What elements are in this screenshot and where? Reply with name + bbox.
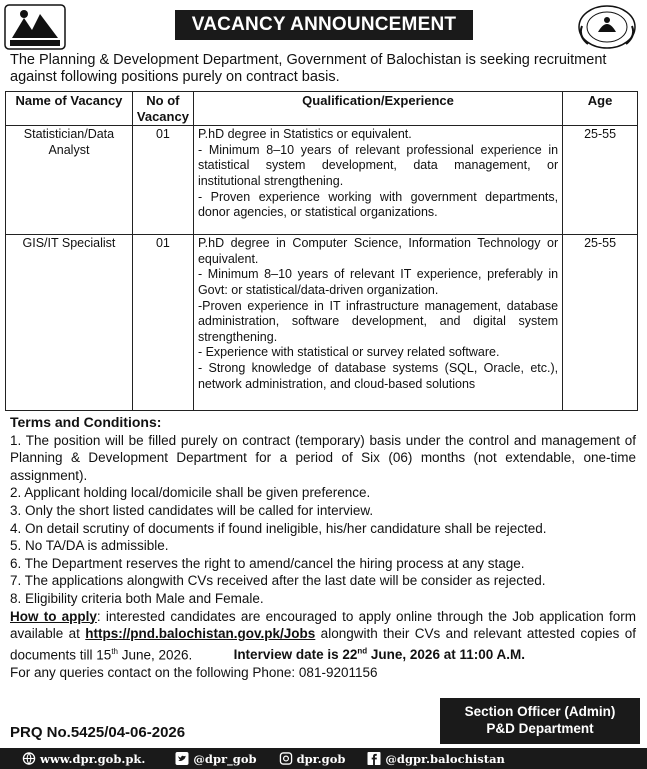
twitter-icon [175, 752, 189, 765]
instagram-icon [279, 752, 293, 765]
table-row [6, 235, 638, 411]
prq-number: PRQ No.5425/04-06-2026 [10, 724, 186, 741]
vacancy-name [6, 126, 133, 235]
qualification-line: - Strong knowledge of database systems (SQL, Oracle, etc.), network administration, and cloud-based solutions [197, 360, 559, 391]
vacancy-name-line1: GIS/IT Specialist [22, 236, 116, 251]
header-num-line2: Vacancy [136, 108, 189, 124]
term-item: 2. Applicant holding local/domicile shall be given preference. [10, 485, 371, 501]
header-num [132, 92, 193, 126]
footer-website[interactable] [22, 752, 145, 766]
interview-post: June, 2026 at 11:00 A.M. [367, 647, 525, 663]
term-item: 8. Eligibility criteria both Male and Female. [10, 590, 264, 606]
website-text: www.dpr.gob.pk. [40, 751, 146, 766]
department-seal-icon [576, 4, 638, 50]
table-row [6, 126, 638, 235]
interview-date [234, 647, 525, 662]
vacancy-name [6, 235, 133, 411]
vacancy-name-line2: Analyst [48, 142, 90, 157]
intro-text: The Planning & Development Department, Government of Balochistan is seeking recruitment against following positions purely on contract basis. [10, 52, 607, 85]
header-qual: Qualification/Experience [193, 92, 562, 126]
section-officer-box [440, 698, 640, 744]
deadline-sup: th [111, 646, 118, 656]
footer-bar [0, 748, 647, 769]
how-to-apply-label: How to apply [10, 608, 97, 624]
interview-sup: nd [357, 646, 368, 656]
footer-twitter[interactable] [175, 752, 256, 766]
vacancy-age: 25-55 [563, 235, 638, 411]
twitter-text: @dpr_gob [193, 751, 257, 766]
qualification-line: - Minimum 8–10 years of relevant IT experience, preferably in Govt: or statistical/data-driven organization. [197, 267, 559, 297]
term-item: 7. The applications alongwith CVs received after the last date will be consider as rejected. [10, 573, 546, 589]
vacancy-qualification [193, 126, 562, 235]
how-text-2: alongwith their CVs and relevant attested copies of documents till 15 [10, 626, 636, 663]
qualification-line: - Proven experience working with government departments, donor agencies, or statistical organizations. [197, 189, 559, 220]
term-item: 1. The position will be filled purely on contract (temporary) basis under the control and management of Planning & Development Department for a period of Six (06) months (not extendable, one-time assignment). [10, 432, 636, 483]
header-num-line1: No of [146, 93, 180, 108]
vacancy-count: 01 [132, 235, 193, 411]
footer-facebook[interactable] [367, 752, 505, 766]
interview-pre: Interview date is 22 [233, 647, 358, 663]
how-to-apply [10, 608, 636, 664]
how-text-3: June, 2026. [117, 647, 193, 663]
header [0, 0, 647, 54]
balochistan-emblem-icon [4, 4, 66, 50]
officer-line1: Section Officer (Admin) [464, 704, 616, 719]
qualification-line: -Proven experience in IT infrastructure management, database administration, software development, and digital system strengthening. [197, 298, 559, 344]
vacancy-age: 25-55 [563, 126, 638, 235]
page-title: VACANCY ANNOUNCEMENT [175, 10, 473, 40]
footer-instagram[interactable] [279, 752, 346, 766]
contact-line: For any queries contact on the following Phone: 081-9201156 [10, 664, 378, 680]
vacancy-table [5, 91, 638, 411]
header-age: Age [563, 92, 638, 126]
terms-heading: Terms and Conditions: [10, 414, 162, 430]
term-item: 6. The Department reserves the right to amend/cancel the hiring process at any stage. [10, 555, 525, 571]
facebook-icon [367, 752, 381, 765]
vacancy-count: 01 [132, 126, 193, 235]
globe-icon [22, 752, 36, 765]
term-item: 4. On detail scrutiny of documents if found ineligible, his/her candidature shall be rejected. [10, 520, 547, 536]
qualification-line: P.hD degree in Statistics or equivalent. [197, 127, 412, 142]
vacancy-name-line1: Statistician/Data [23, 127, 115, 142]
qualification-line: - Minimum 8–10 years of relevant professional experience in statistical system development, data management, or institutional strengthening. [197, 142, 559, 188]
qualification-line: - Experience with statistical or survey related software. [197, 345, 500, 360]
facebook-text: @dgpr.balochistan [385, 751, 505, 766]
table-header-row [6, 92, 638, 126]
vacancy-qualification [193, 235, 562, 411]
jobs-link[interactable]: https://pnd.balochistan.gov.pk/Jobs [85, 626, 316, 642]
officer-line2: P&D Department [486, 721, 594, 736]
term-item: 3. Only the short listed candidates will be called for interview. [10, 502, 374, 518]
how-text-1: : interested candidates are encouraged to apply online through the Job application form available at [10, 608, 636, 642]
instagram-text: dpr.gob [296, 751, 346, 766]
terms-section [10, 414, 636, 681]
qualification-line: P.hD degree in Computer Science, Information Technology or equivalent. [197, 236, 559, 266]
term-item: 5. No TA/DA is admissible. [10, 538, 169, 554]
header-name: Name of Vacancy [6, 92, 133, 126]
